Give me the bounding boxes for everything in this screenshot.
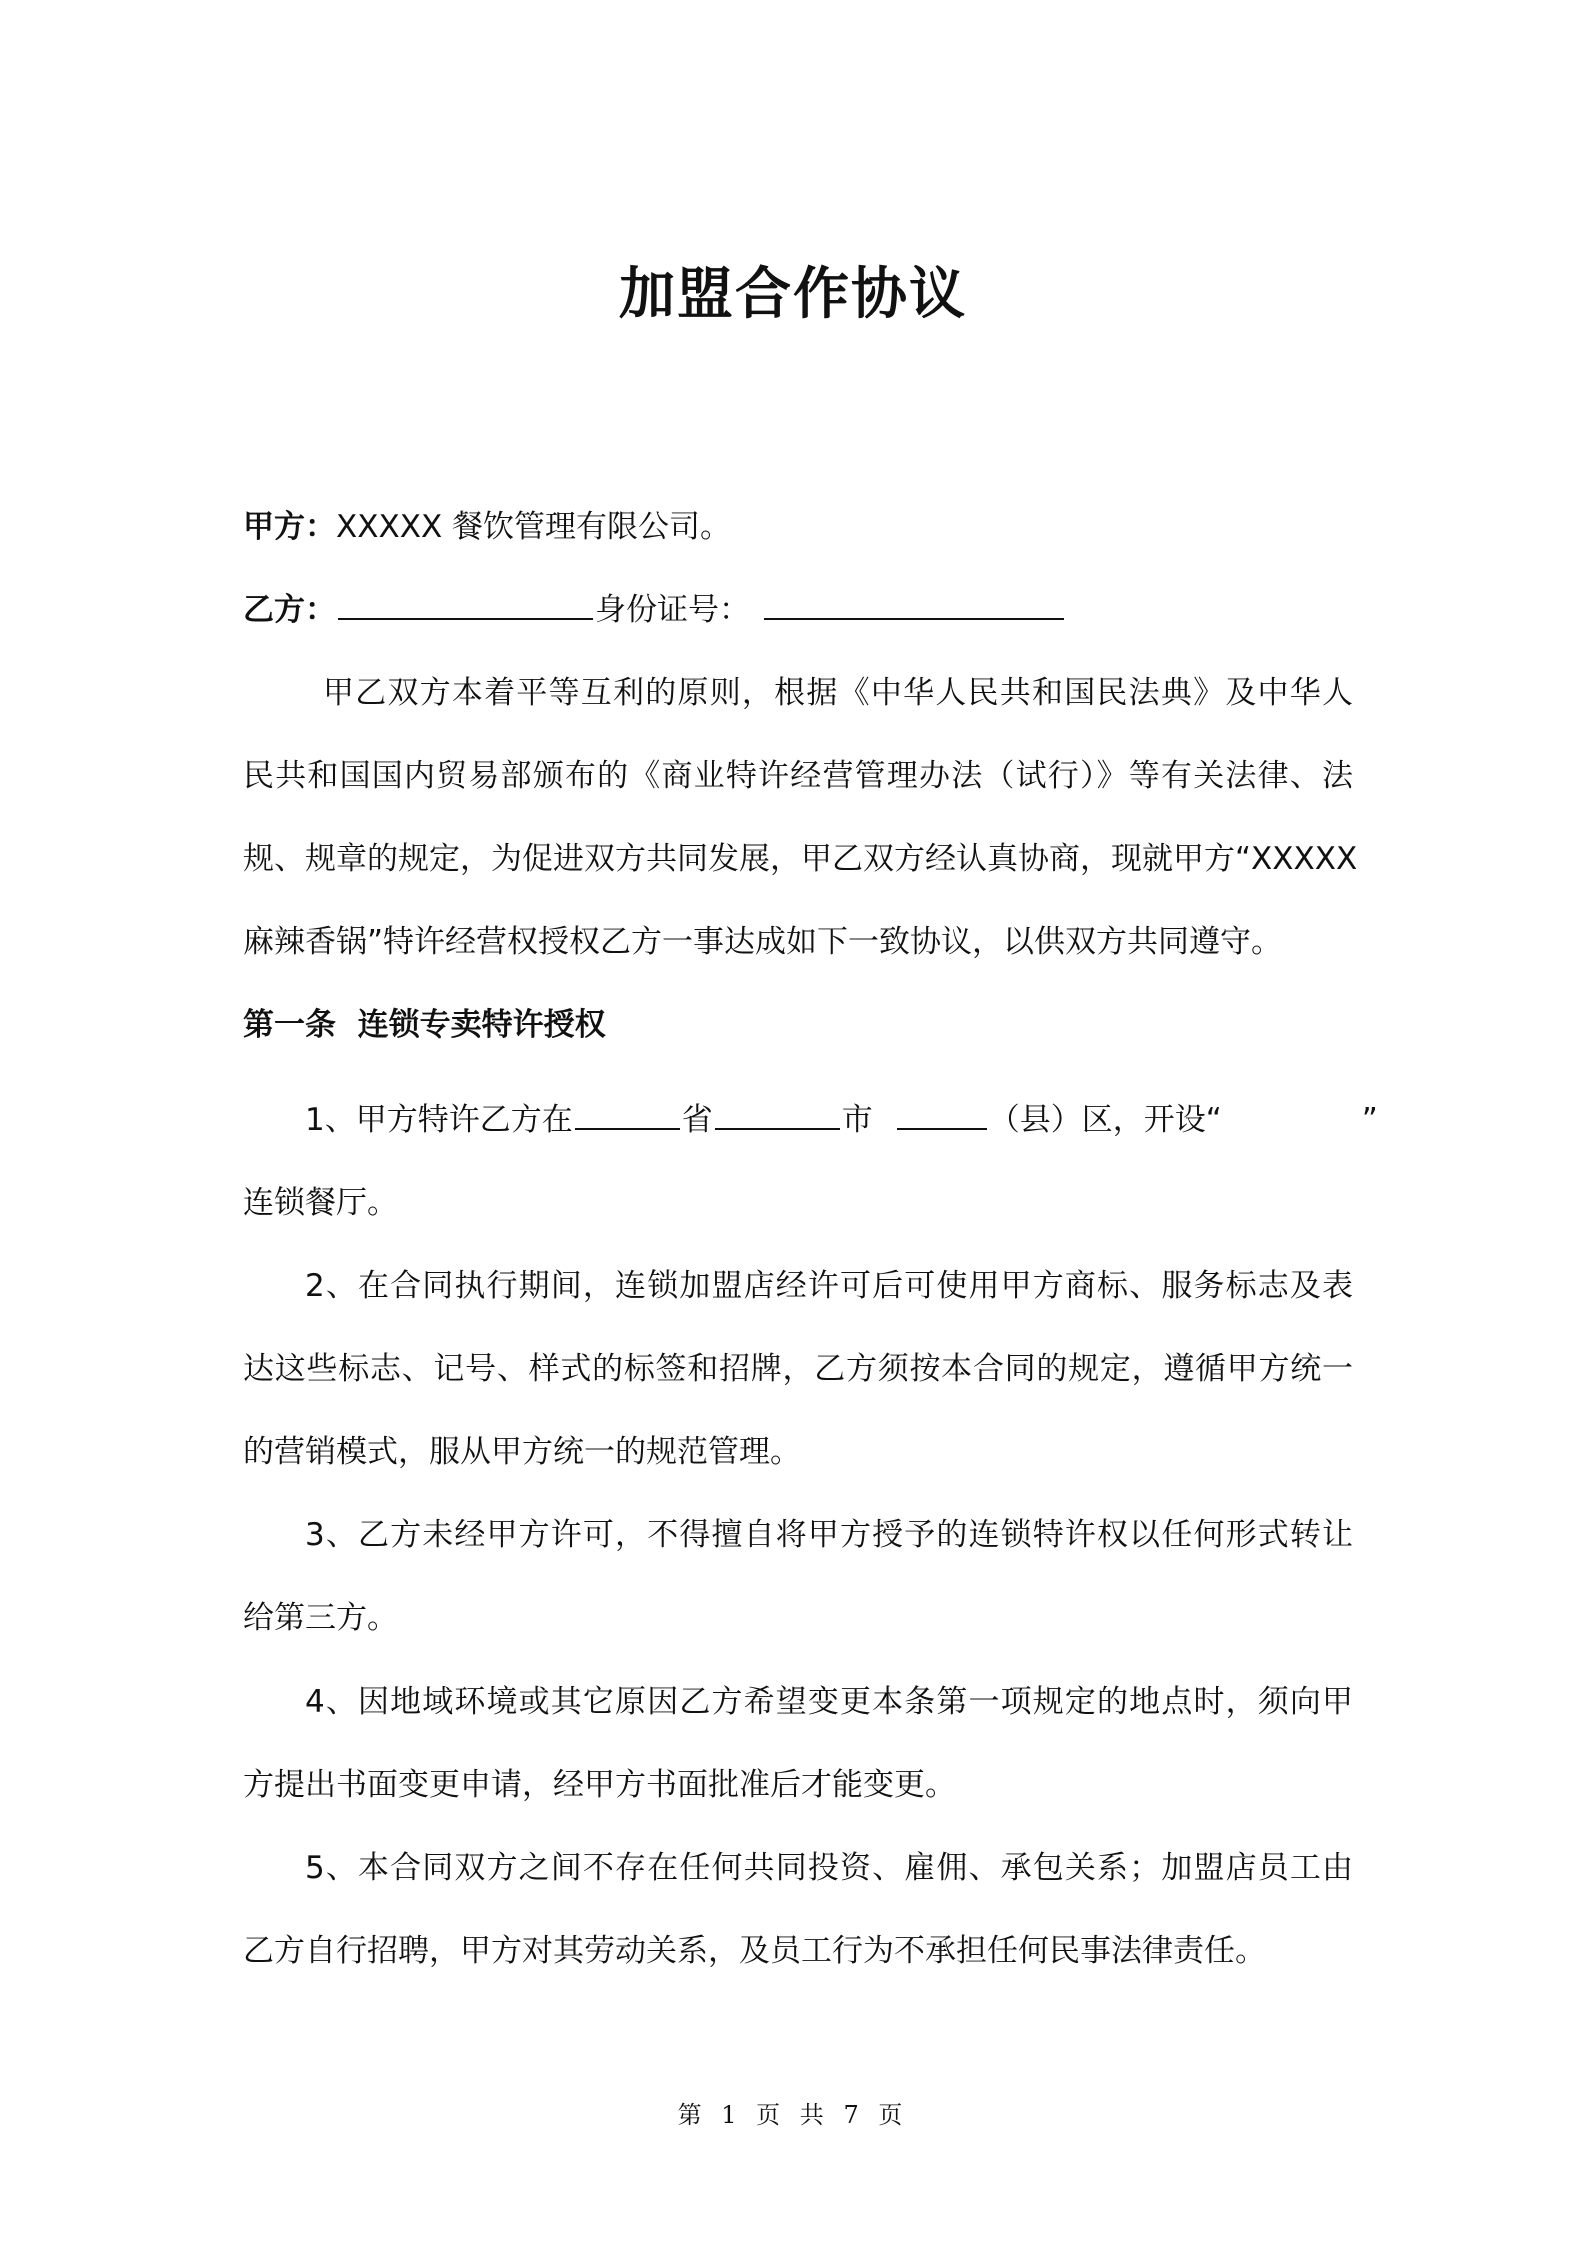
party-b-id-blank xyxy=(764,588,1064,620)
party-a-value: XXXXX 餐饮管理有限公司。 xyxy=(336,509,732,545)
item-1-line-1 xyxy=(305,1098,1378,1142)
party-b-name-blank xyxy=(338,588,593,620)
item-2-line-3: 的营销模式，服从甲方统一的规范管理。 xyxy=(243,1434,801,1470)
item-1-prefix: 1、甲方特许乙方在 xyxy=(305,1102,573,1138)
preamble-line-1: 甲乙双方本着平等互利的原则，根据《中华人民共和国民法典》及中华人 xyxy=(323,675,1353,711)
item-5-line-2: 乙方自行招聘，甲方对其劳动关系，及员工行为不承担任何民事法律责任。 xyxy=(243,1933,1266,1969)
item-2-line-2: 达这些标志、记号、样式的标签和招牌，乙方须按本合同的规定，遵循甲方统一 xyxy=(243,1351,1353,1387)
preamble-line-2: 民共和国国内贸易部颁布的《商业特许经营管理办法（试行）》等有关法律、法 xyxy=(243,758,1353,794)
city-label: 市 xyxy=(841,1102,873,1138)
county-blank xyxy=(897,1098,987,1130)
province-blank xyxy=(575,1098,680,1130)
preamble-line-3: 规、规章的规定，为促进双方共同发展，甲乙双方经认真协商，现就甲方“XXXXX xyxy=(243,841,1358,877)
party-b-line xyxy=(243,588,1353,632)
document-title: 加盟合作协议 xyxy=(619,262,967,327)
page-number-footer: 第 1 页 共 7 页 xyxy=(677,2101,909,2129)
article-1-heading: 第一条 连锁专卖特许授权 xyxy=(243,1007,606,1043)
item-3-line-2: 给第三方。 xyxy=(243,1600,398,1636)
item-4-line-1: 4、因地域环境或其它原因乙方希望变更本条第一项规定的地点时，须向甲 xyxy=(305,1684,1353,1720)
item-2-line-1: 2、在合同执行期间，连锁加盟店经许可后可使用甲方商标、服务标志及表 xyxy=(305,1268,1353,1304)
item-5-line-1: 5、本合同双方之间不存在任何共同投资、雇佣、承包关系；加盟店员工由 xyxy=(305,1850,1353,1886)
item-1-line-2: 连锁餐厅。 xyxy=(243,1185,398,1221)
party-b-id-label: 身份证号： xyxy=(595,592,750,628)
province-label: 省 xyxy=(681,1102,713,1138)
city-blank xyxy=(715,1098,840,1130)
county-label: （县）区，开设“ xyxy=(988,1102,1222,1138)
party-a-label: 甲方： xyxy=(243,509,336,545)
preamble-line-4: 麻辣香锅”特许经营权授权乙方一事达成如下一致协议，以供双方共同遵守。 xyxy=(243,924,1283,960)
party-b-label: 乙方： xyxy=(243,592,336,628)
quote-close: ” xyxy=(1361,1102,1378,1138)
item-3-line-1: 3、乙方未经甲方许可，不得擅自将甲方授予的连锁特许权以任何形式转让 xyxy=(305,1517,1353,1553)
party-a-line xyxy=(243,505,1353,549)
item-4-line-2: 方提出书面变更申请，经甲方书面批准后才能变更。 xyxy=(243,1767,956,1803)
